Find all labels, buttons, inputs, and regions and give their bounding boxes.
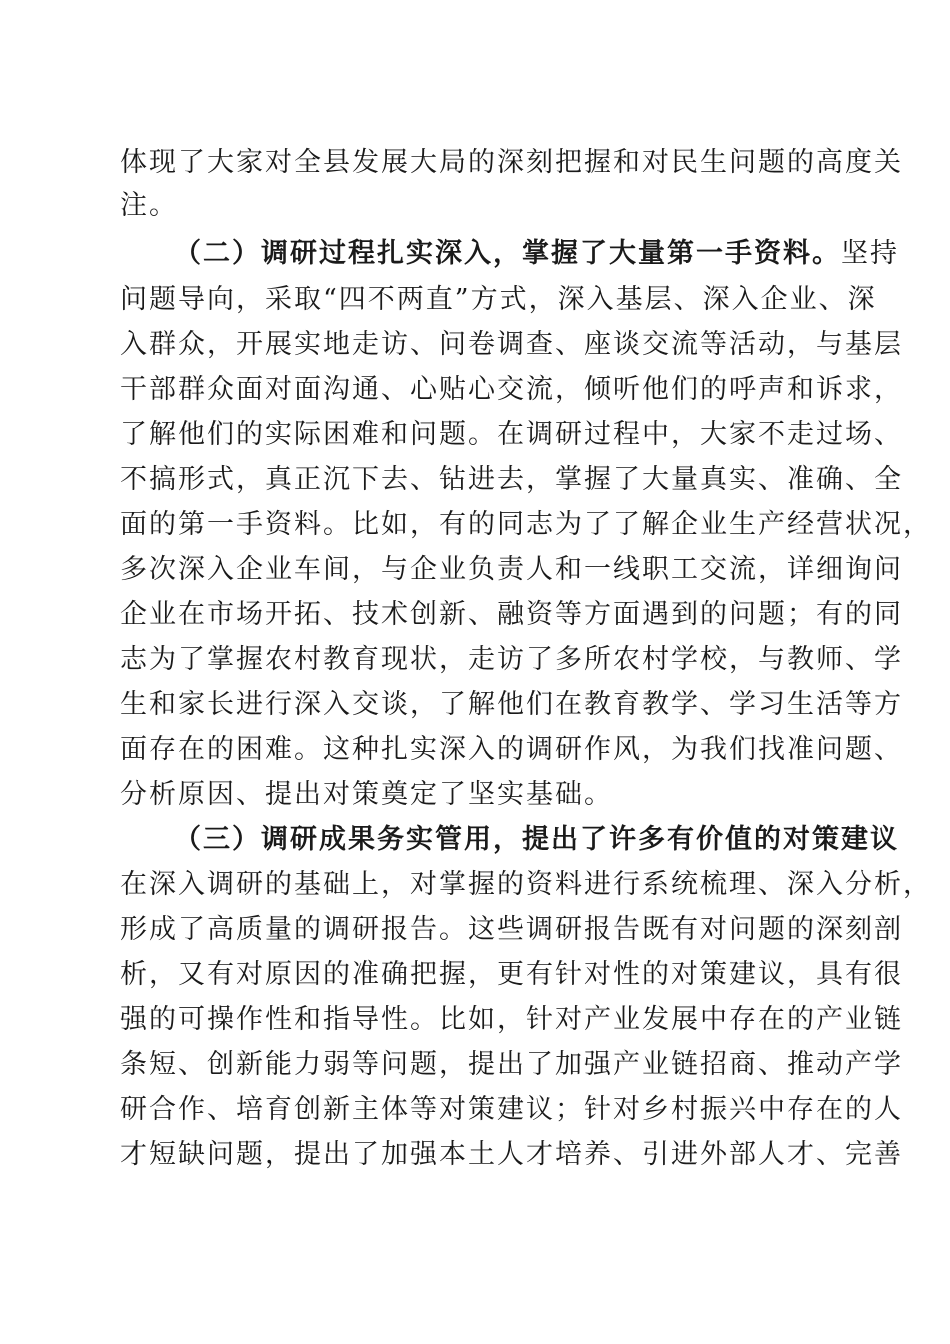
body-line-2: 注。 [120, 190, 178, 221]
section-2-heading: （二）调研过程扎实深入，掌握了大量第一手资料。 [174, 238, 841, 269]
body-line-4: 入群众，开展实地走访、问卷调查、座谈交流等活动，与基层 [120, 329, 903, 360]
body-line-1: 体现了大家对全县发展大局的深刻把握和对民生问题的高度关 [120, 147, 903, 178]
body-line-21: 才短缺问题，提出了加强本土人才培养、引进外部人才、完善 [120, 1139, 903, 1170]
body-line-16: 形成了高质量的调研报告。这些调研报告既有对问题的深刻剖 [120, 914, 903, 945]
section-3-heading: （三）调研成果务实管用，提出了许多有价值的对策建议 [174, 824, 899, 855]
body-line-3: 问题导向，采取“四不两直”方式，深入基层、深入企业、深 [120, 284, 877, 315]
body-line-8: 面的第一手资料。比如，有的同志为了了解企业生产经营状况， [120, 509, 932, 540]
body-line-11: 志为了掌握农村教育现状，走访了多所农村学校，与教师、学 [120, 644, 903, 675]
body-line-9: 多次深入企业车间，与企业负责人和一线职工交流，详细询问 [120, 554, 903, 585]
body-line-6: 了解他们的实际困难和问题。在调研过程中，大家不走过场、 [120, 419, 903, 450]
body-line-14: 分析原因、提出对策奠定了坚实基础。 [120, 779, 613, 810]
body-line-5: 干部群众面对面沟通、心贴心交流，倾听他们的呼声和诉求， [120, 374, 903, 405]
body-line-19: 条短、创新能力弱等问题，提出了加强产业链招商、推动产学 [120, 1049, 903, 1080]
body-line-18: 强的可操作性和指导性。比如，针对产业发展中存在的产业链 [120, 1004, 903, 1035]
body-line-17: 析，又有对原因的准确把握，更有针对性的对策建议，具有很 [120, 959, 903, 990]
body-line-20: 研合作、培育创新主体等对策建议；针对乡村振兴中存在的人 [120, 1094, 903, 1125]
body-line-15: 在深入调研的基础上，对掌握的资料进行系统梳理、深入分析， [120, 869, 932, 900]
section-2-tail: 坚持 [841, 238, 899, 269]
body-line-13: 面存在的困难。这种扎实深入的调研作风，为我们找准问题、 [120, 734, 903, 765]
body-line-12: 生和家长进行深入交谈，了解他们在教育教学、学习生活等方 [120, 689, 903, 720]
body-line-7: 不搞形式，真正沉下去、钻进去，掌握了大量真实、准确、全 [120, 464, 903, 495]
section-2-first-line [174, 234, 899, 274]
section-3-first-line [174, 820, 899, 860]
body-line-10: 企业在市场开拓、技术创新、融资等方面遇到的问题；有的同 [120, 599, 903, 630]
